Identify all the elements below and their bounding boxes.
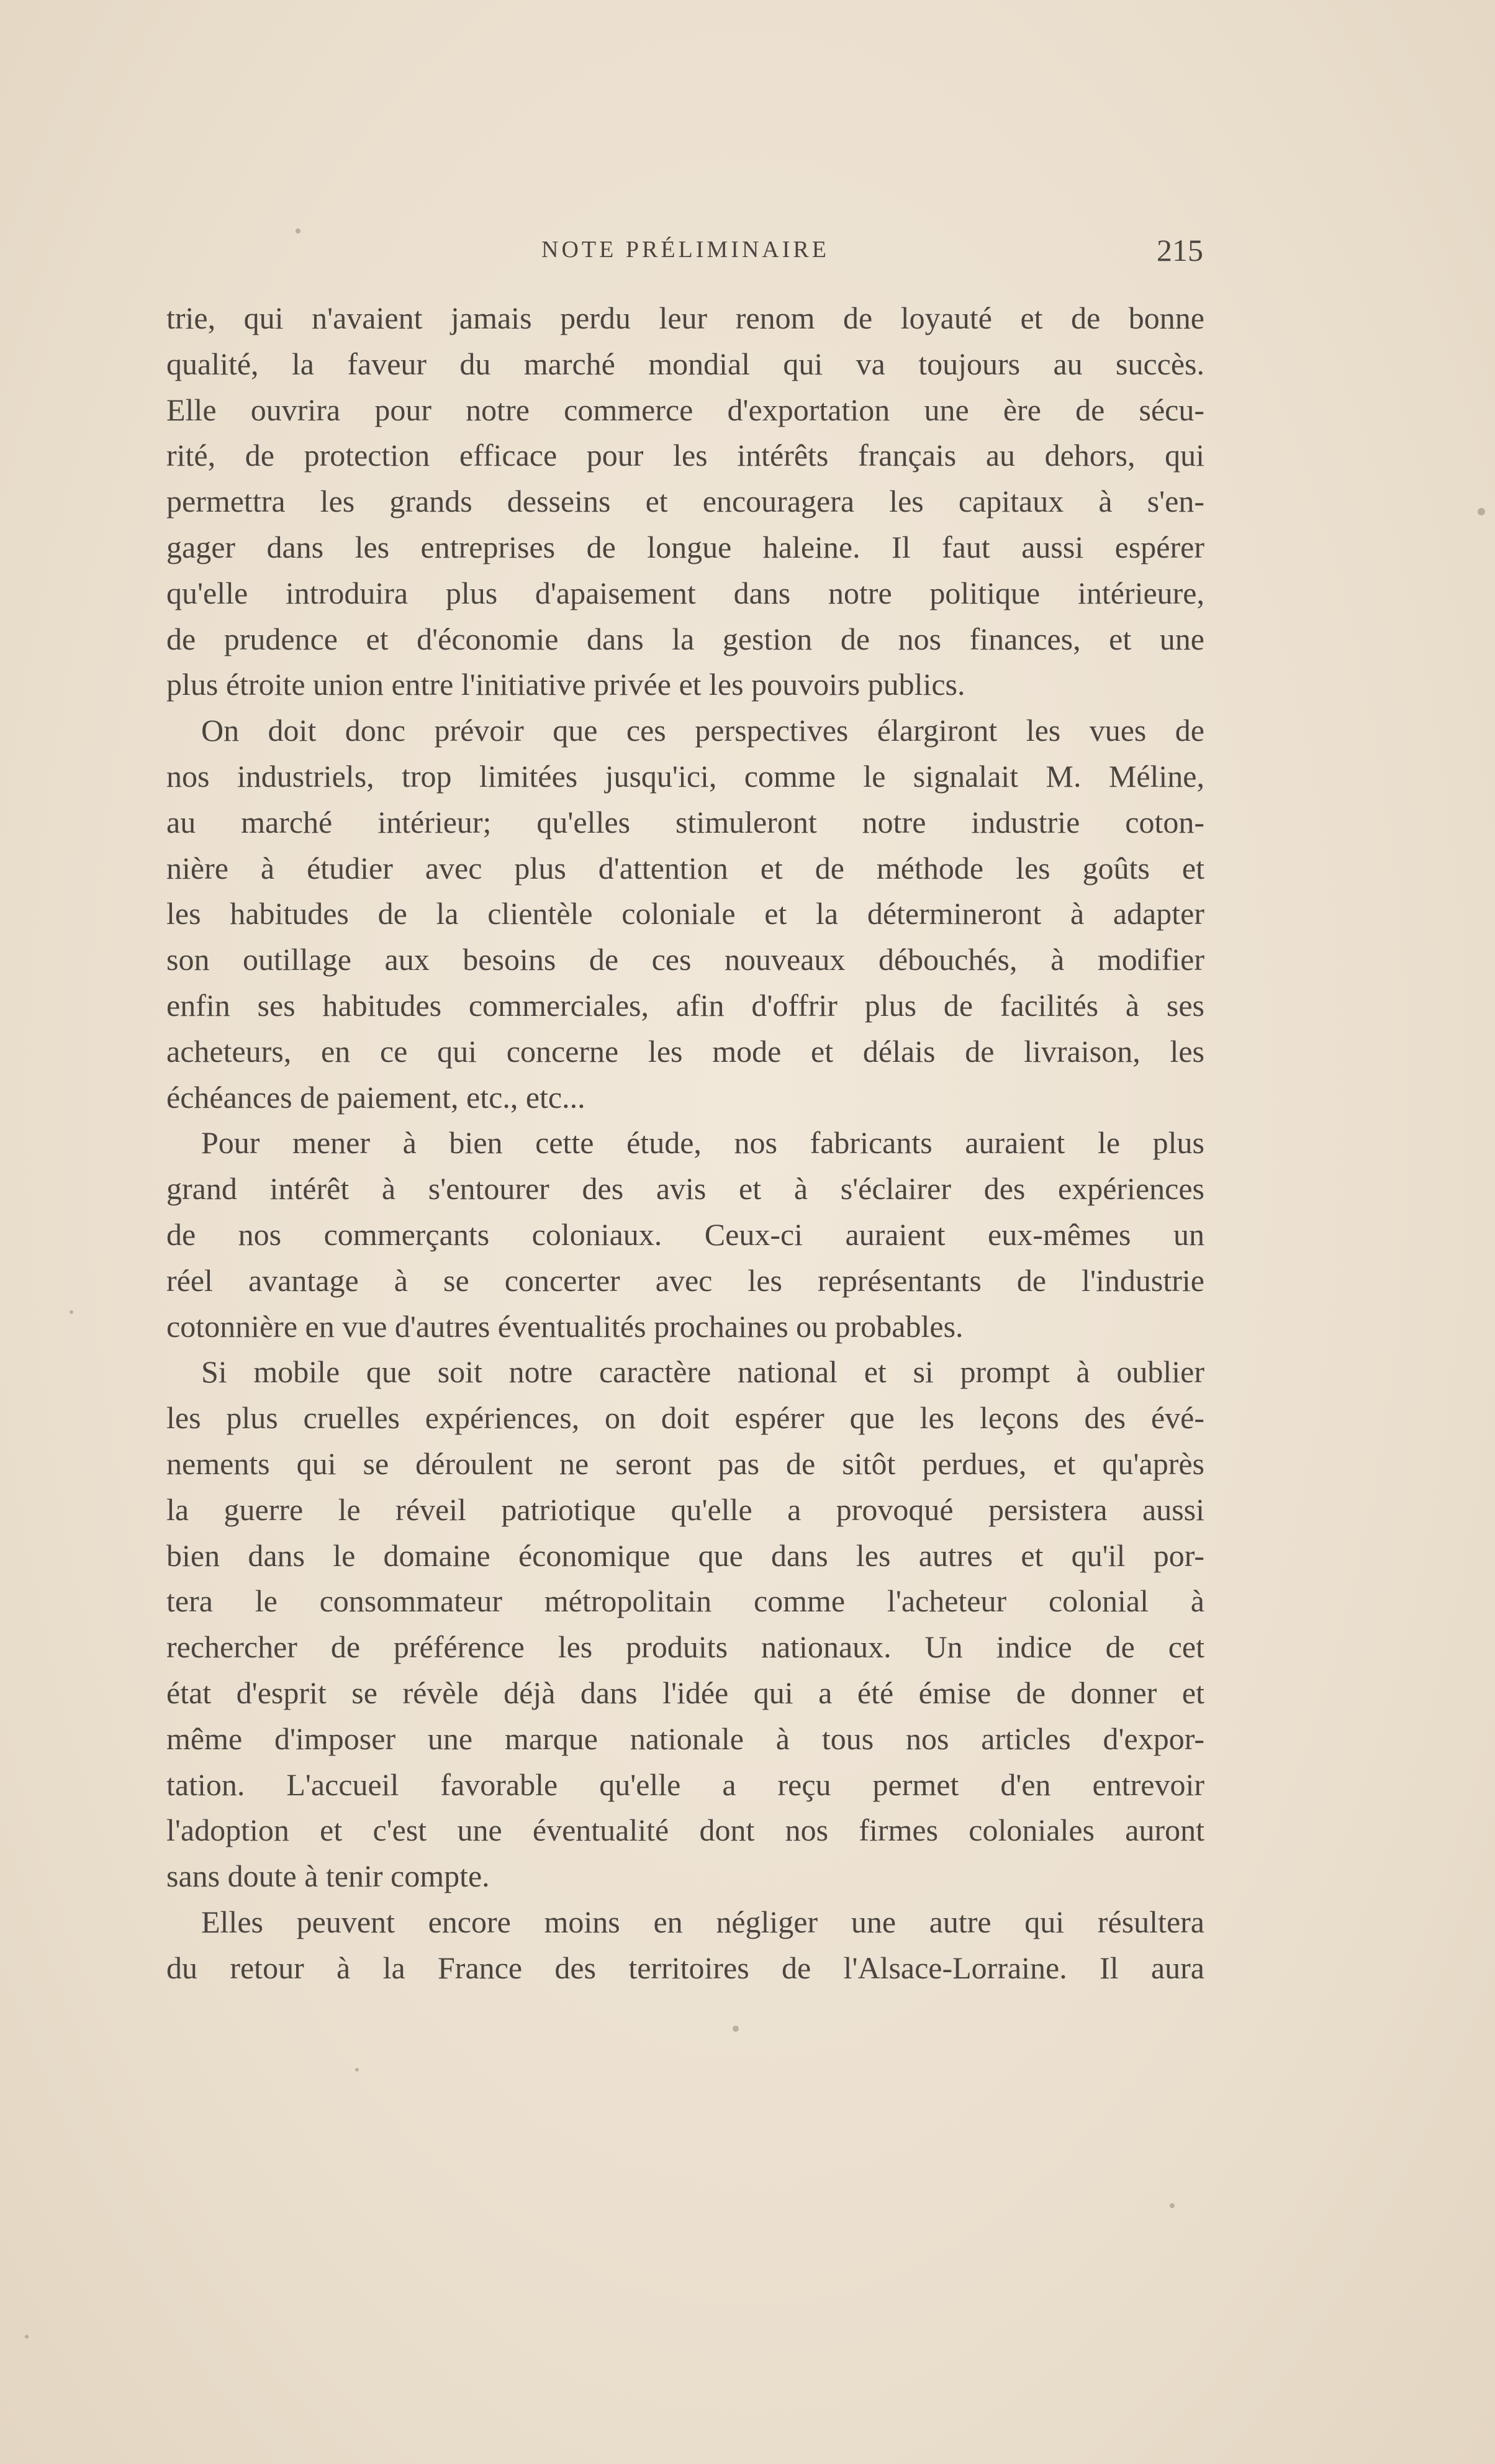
paper-speck bbox=[296, 229, 300, 233]
paragraph-end-line: cotonnière en vue d'autres éventualités prochaines ou probables. bbox=[166, 1308, 964, 1344]
running-head bbox=[168, 233, 1203, 273]
text-line: du retour à la France des territoires de l'Alsace-Lorraine. Il aura bbox=[166, 1950, 1204, 1985]
text-line: son outillage aux besoins de ces nouveaux débouchés, à modifier bbox=[166, 942, 1204, 977]
paragraph-end-line: plus étroite union entre l'initiative privée et les pouvoirs publics. bbox=[166, 667, 965, 702]
text-line: qu'elle introduira plus d'apaisement dans notre politique intérieure, bbox=[166, 575, 1204, 610]
paragraph-start-line: Pour mener à bien cette étude, nos fabricants auraient le plus bbox=[201, 1125, 1204, 1161]
text-line: la guerre le réveil patriotique qu'elle a provoqué persistera aussi bbox=[166, 1492, 1204, 1527]
paragraph-start-line: On doit donc prévoir que ces perspectives élargiront les vues de bbox=[201, 713, 1204, 748]
text-line: trie, qui n'avaient jamais perdu leur renom de loyauté et de bonne bbox=[166, 301, 1204, 335]
text-line: gager dans les entreprises de longue haleine. Il faut aussi espérer bbox=[166, 529, 1204, 564]
running-title: NOTE PRÉLIMINAIRE bbox=[541, 237, 829, 263]
text-line: acheteurs, en ce qui concerne les mode et délais de livraison, les bbox=[166, 1033, 1204, 1069]
paper-speck bbox=[355, 2068, 359, 2072]
text-line: qualité, la faveur du marché mondial qui va toujours au succès. bbox=[166, 346, 1204, 381]
paragraph-end-line: échéances de paiement, etc., etc... bbox=[166, 1079, 585, 1115]
text-line: les plus cruelles expériences, on doit espérer que les leçons des évé- bbox=[166, 1400, 1204, 1436]
text-line: rechercher de préférence les produits nationaux. Un indice de cet bbox=[166, 1629, 1204, 1665]
text-line: grand intérêt à s'entourer des avis et à s'éclairer des expériences bbox=[166, 1171, 1204, 1207]
text-line: au marché intérieur; qu'elles stimuleront notre industrie coton- bbox=[166, 804, 1204, 840]
page-number: 215 bbox=[1157, 233, 1203, 268]
text-line: tation. L'accueil favorable qu'elle a reçu permet d'en entrevoir bbox=[166, 1767, 1204, 1802]
text-line: réel avantage à se concerter avec les représentants de l'industrie bbox=[166, 1262, 1204, 1298]
text-line: rité, de protection efficace pour les intérêts français au dehors, qui bbox=[166, 438, 1204, 473]
text-line: enfin ses habitudes commerciales, afin d'offrir plus de facilités à ses bbox=[166, 987, 1204, 1023]
text-line: même d'imposer une marque nationale à tous nos articles d'expor- bbox=[166, 1721, 1204, 1756]
text-line: tera le consommateur métropolitain comme l'acheteur colonial à bbox=[166, 1583, 1204, 1619]
text-line: nos industriels, trop limitées jusqu'ici, comme le signalait M. Méline, bbox=[166, 758, 1204, 794]
text-line: nière à étudier avec plus d'attention et de méthode les goûts et bbox=[166, 850, 1204, 886]
paragraph-start-line: Si mobile que soit notre caractère national et si prompt à oublier bbox=[201, 1354, 1204, 1390]
paper-speck bbox=[733, 2026, 739, 2032]
text-line: état d'esprit se révèle déjà dans l'idée qui a été émise de donner et bbox=[166, 1675, 1204, 1710]
text-line: les habitudes de la clientèle coloniale et la détermineront à adapter bbox=[166, 896, 1204, 931]
paper-speck bbox=[25, 2335, 29, 2339]
text-line: nements qui se déroulent ne seront pas de sitôt perdues, et qu'après bbox=[166, 1446, 1204, 1481]
text-line: de prudence et d'économie dans la gestion de nos finances, et une bbox=[166, 621, 1204, 656]
paper-speck bbox=[1170, 2203, 1175, 2208]
text-line: permettra les grands desseins et encouragera les capitaux à s'en- bbox=[166, 484, 1204, 519]
text-line: l'adoption et c'est une éventualité dont nos firmes coloniales auront bbox=[166, 1813, 1204, 1848]
text-line: bien dans le domaine économique que dans les autres et qu'il por- bbox=[166, 1538, 1204, 1573]
paper-speck bbox=[1478, 508, 1485, 515]
text-line: de nos commerçants coloniaux. Ceux-ci auraient eux-mêmes un bbox=[166, 1216, 1204, 1252]
text-line: Elle ouvrira pour notre commerce d'exportation une ère de sécu- bbox=[166, 392, 1204, 427]
paper-speck bbox=[70, 1310, 73, 1314]
paragraph-end-line: sans doute à tenir compte. bbox=[166, 1859, 490, 1894]
body-text bbox=[166, 296, 1204, 1991]
paragraph-start-line: Elles peuvent encore moins en négliger une autre qui résultera bbox=[201, 1904, 1204, 1939]
